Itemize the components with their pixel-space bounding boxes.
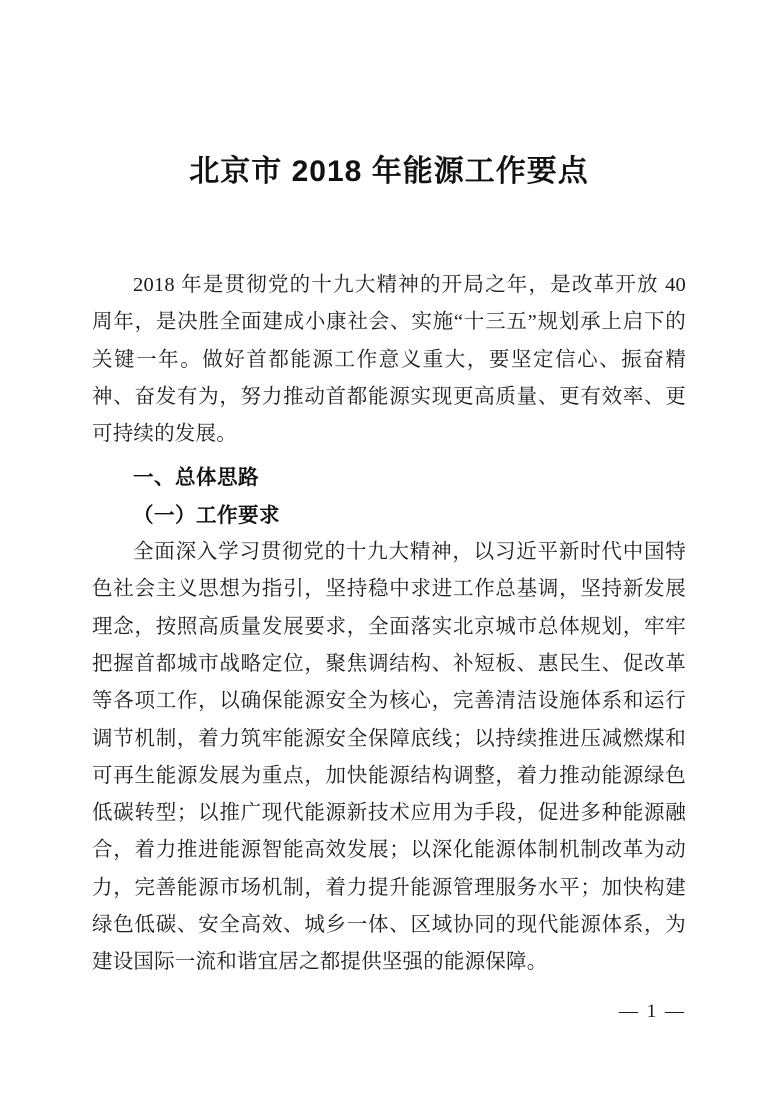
page-title: 北京市 2018 年能源工作要点 — [189, 155, 589, 188]
section-heading-level-1: 一、总体思路 — [133, 466, 259, 490]
body-paragraph: 全面深入学习贯彻党的十九大精神，以习近平新时代中国特色社会主义思想为指引，坚持稳中求进工作总基调，坚持新发展理念，按照高质量发展要求，全面落实北京城市总体规划，牢牢把握首都城市战略定位，聚焦调结构、补短板、惠民生、促改革等各项工作，以确保能源安全为核心，完善清洁设施体系和运行调节机制，着力筑牢能源安全保障底线；以持续推进压减燃煤和可再生能源发展为重点，加快能源结构调整，着力推动能源绿色低碳转型；以推广现代能源新技术应用为手段，促进多种能源融合，着力推进能源智能高效发展；以深化能源体制机制改革为动力，完善能源市场机制，着力提升能源管理服务水平；加快构建绿色低碳、安全高效、城乡一体、区域协同的现代能源体系，为建设国际一流和谐宜居之都提供坚强的能源保障。 — [92, 541, 686, 974]
document-body — [92, 267, 686, 982]
page-number: — 1 — — [619, 1001, 686, 1022]
section-heading-level-2: （一）工作要求 — [133, 503, 280, 527]
intro-paragraph: 2018 年是贯彻党的十九大精神的开局之年，是改革开放 40 周年，是决胜全面建成小康社会、实施“十三五”规划承上启下的关键一年。做好首都能源工作意义重大，要坚定信心、振奋精神、奋发有为，努力推动首都能源实现更高质量、更有效率、更可持续的发展。 — [92, 274, 686, 446]
